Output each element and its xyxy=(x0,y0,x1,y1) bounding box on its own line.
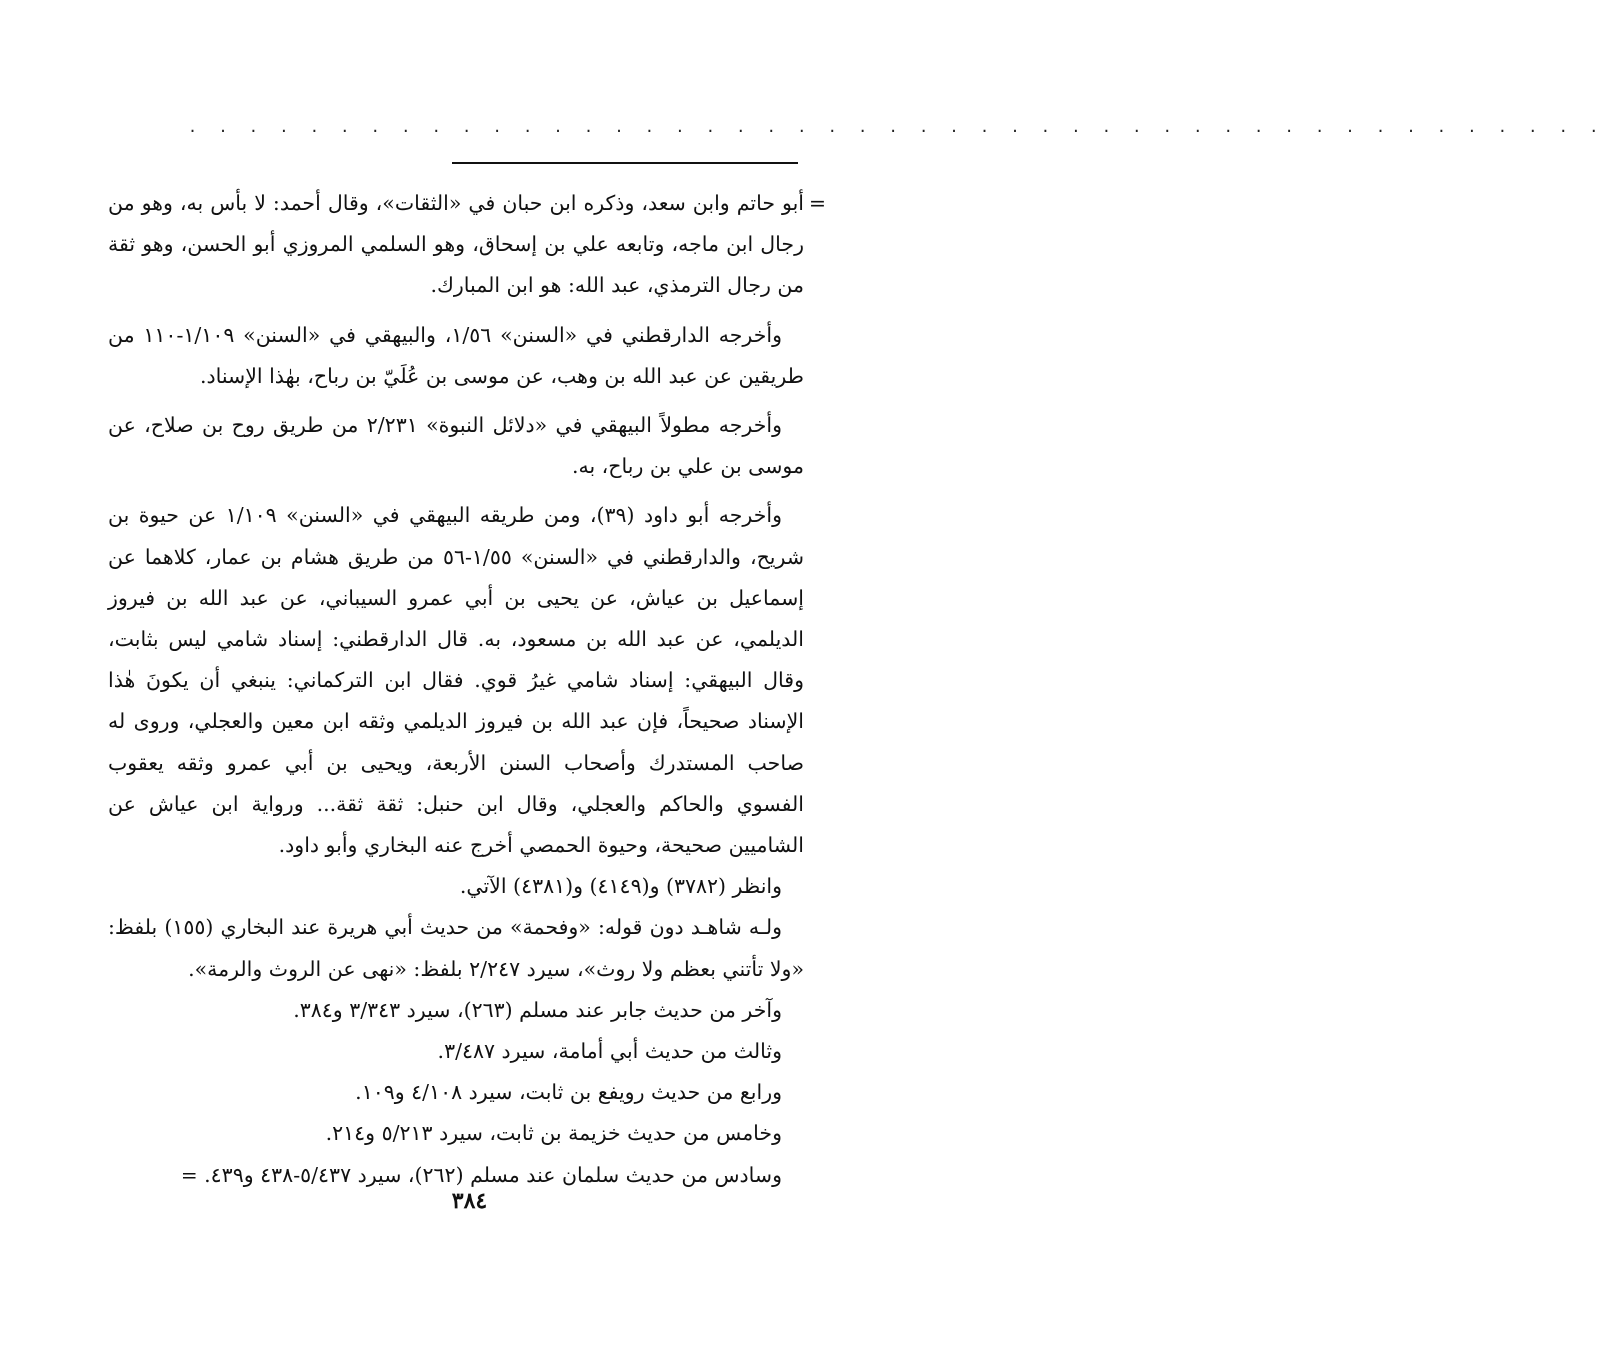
list-item: وثالث من حديث أبي أمامة، سيرد ٣/٤٨٧. xyxy=(437,1039,782,1064)
paragraph-daraqutni: وأخرجه الدارقطني في «السنن» ١/٥٦، والبيهقي في «السنن» ١/١٠٩-١١٠ من طريقين عن عبد الله بن وهب، عن موسى بن عُلَيّ بن رباح، بهٰذا الإسناد. xyxy=(108,322,804,388)
header-dotted-line: . . . . . . . . . . . . . . . . . . . . . . . . . . . . . . . . . . . . . . . . . . . . . . . xyxy=(188,118,1604,136)
list-item: وآخر من حديث جابر عند مسلم (٢٦٣)، سيرد ٣/٣٤٣ و٣٨٤. xyxy=(293,997,782,1022)
list-item-text: وسادس من حديث سلمان عند مسلم (٢٦٢)، سيرد ٥/٤٣٧-٤٣٨ و٤٣٩. xyxy=(204,1162,782,1187)
page-number: ٣٨٤ xyxy=(451,1188,488,1214)
witness-list xyxy=(108,990,804,1196)
list-item: ورابع من حديث رويفع بن ثابت، سيرد ٤/١٠٨ و١٠٩. xyxy=(355,1080,782,1105)
paragraph-abu-dawud: وأخرجه أبو داود (٣٩)، ومن طريقه البيهقي في «السنن» ١/١٠٩ عن حيوة بن شريح، والدارقطني في «السنن» ١/٥٥-٥٦ من طريق هشام بن عمار، كلاهما عن إسماعيل بن عياش، عن يحيى بن أبي عمرو السيباني، عن عبد الله بن فيروز الديلمي، عن عبد الله بن مسعود، به. قال الدارقطني: إسناد شامي ليس بثابت، وقال البيهقي: إسناد شامي غيرُ قوي. فقال ابن التركماني: ينبغي أن يكونَ هٰذا الإسناد صحيحاً، فإن عبد الله بن فيروز الديلمي وثقه ابن معين والعجلي، وروى له صاحب المستدرك وأصحاب السنن الأربعة، ويحيى بن أبي عمرو وثقه يعقوب الفسوي والحاكم والعجلي، وقال ابن حنبل: ثقة ثقة... ورواية ابن عياش عن الشاميين صحيحة، وحيوة الحمصي أخرج عنه البخاري وأبو داود. xyxy=(108,503,804,858)
continuation-mark: = xyxy=(808,191,826,215)
footnote-body xyxy=(108,183,826,1196)
paragraph-text: أبو حاتم وابن سعد، وذكره ابن حبان في «الثقات»، وقال أحمد: لا بأس به، وهو من رجال ابن ماجه، وتابعه علي بن إسحاق، وهو السلمي المروزي أبو الحسن، وهو ثقة من رجال الترمذي، عبد الله: هو ابن المبارك. xyxy=(108,191,804,298)
paragraph-see-also: وانظر (٣٧٨٢) و(٤١٤٩) و(٤٣٨١) الآتي. xyxy=(459,874,782,899)
footnote-separator-rule xyxy=(452,162,798,164)
list-item: وخامس من حديث خزيمة بن ثابت، سيرد ٥/٢١٣ و٢١٤. xyxy=(325,1121,782,1146)
paragraph-witness: ولـه شاهـد دون قوله: «وفحمة» من حديث أبي هريرة عند البخاري (١٥٥) بلفظ: «ولا تأتني بعظم ولا روث»، سيرد ٢/٢٤٧ بلفظ: «نهى عن الروث والرمة». xyxy=(108,915,804,981)
end-continuation-mark: = xyxy=(180,1162,198,1187)
paragraph-dalail: وأخرجه مطولاً البيهقي في «دلائل النبوة» ٢/٢٣١ من طريق روح بن صلاح، عن موسى بن علي بن رباح، به. xyxy=(108,413,804,479)
paragraph-narrators xyxy=(108,183,826,307)
